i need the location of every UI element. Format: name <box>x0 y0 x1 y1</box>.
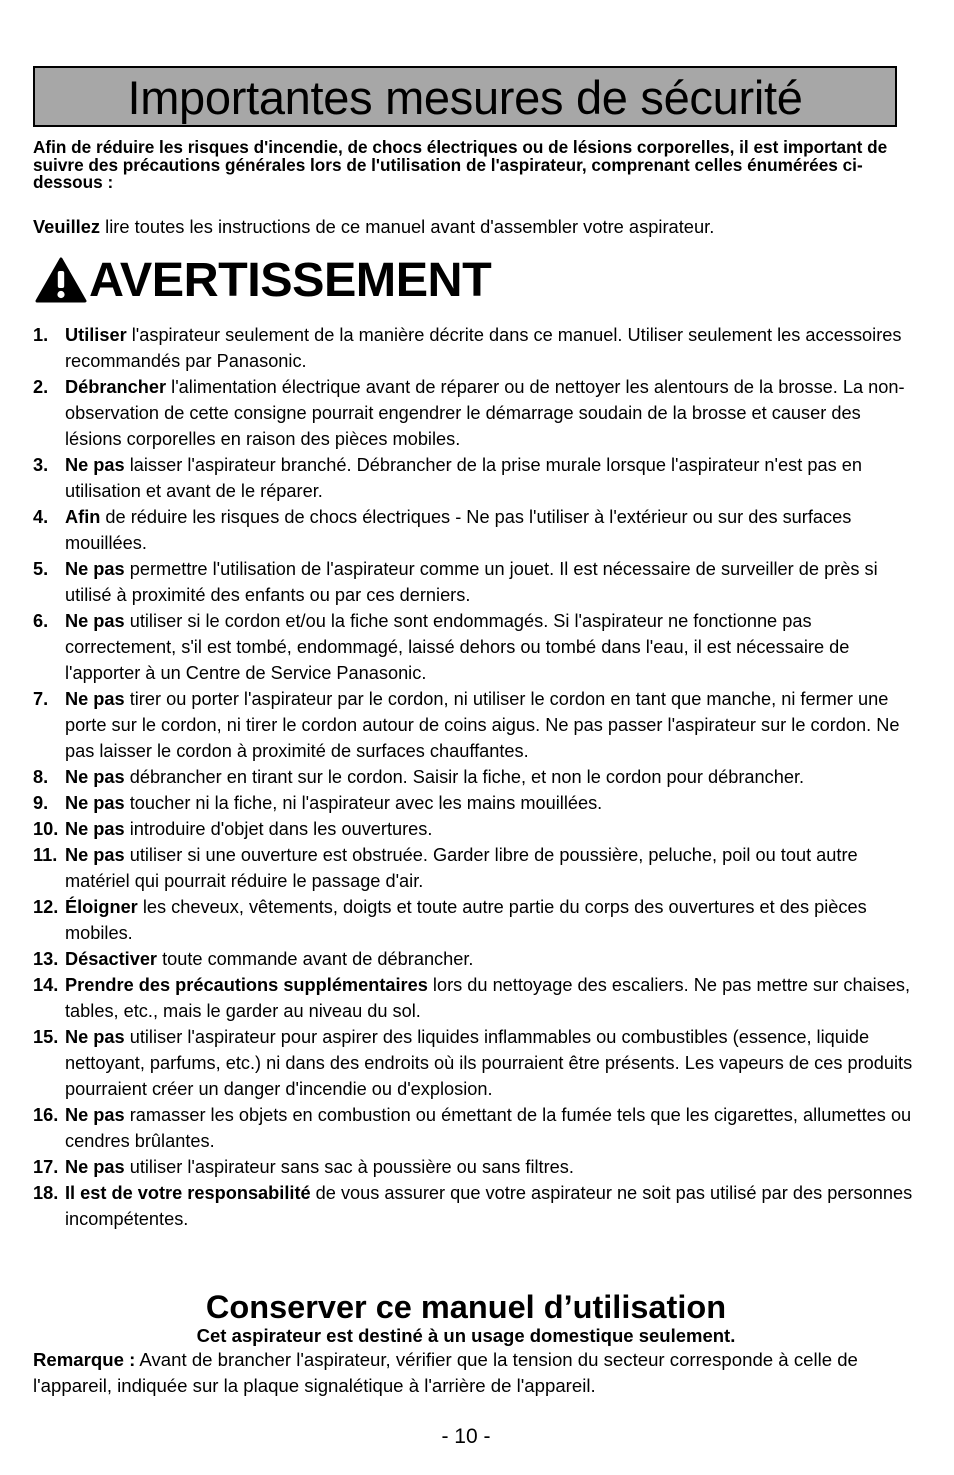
item-body: ramasser les objets en combustion ou émettant de la fumée tels que les cigarettes, allumettes ou cendres brûlantes. <box>65 1105 912 1151</box>
item-body: lors du nettoyage des escaliers. Ne pas mettre sur chaises, tables, etc., mais le garder au niveau du sol. <box>65 975 911 1021</box>
item-lead: Ne pas <box>65 767 125 787</box>
item-body: utiliser si une ouverture est obstruée. Garder libre de poussière, peluche, poil ou tout autre matériel qui pourrait réduire le passage d'air. <box>65 845 858 891</box>
page-number: - 10 - <box>441 1425 491 1448</box>
item-lead: Afin <box>65 507 101 527</box>
item-text <box>65 556 913 608</box>
intro-paragraph: Afin de réduire les risques d'incendie, de chocs électriques ou de lésions corporelles, il est important de suivre des précautions générales lors de l'utilisation de l'aspirateur, comprenant celles énumérées ci-dessous : <box>33 137 888 192</box>
item-lead: Ne pas <box>65 559 125 579</box>
safety-item <box>33 686 913 764</box>
item-lead: Ne pas <box>65 1105 125 1125</box>
item-text <box>65 452 913 504</box>
item-lead: Ne pas <box>65 819 125 839</box>
item-lead: Ne pas <box>65 1027 125 1047</box>
item-text <box>65 972 913 1024</box>
item-text <box>65 816 913 842</box>
read-notice-text: lire toutes les instructions de ce manuel avant d'assembler votre aspirateur. <box>100 216 715 237</box>
safety-item <box>33 790 913 816</box>
item-body: l'aspirateur seulement de la manière décrite dans ce manuel. Utiliser seulement les accessoires recommandés par Panasonic. <box>65 325 902 371</box>
safety-item <box>33 1102 913 1154</box>
item-body: introduire d'objet dans les ouvertures. <box>124 819 433 839</box>
safety-item <box>33 842 913 894</box>
warning-heading <box>35 251 491 309</box>
item-number: 1. <box>33 325 49 345</box>
remarque-bold: Remarque : <box>33 1349 136 1370</box>
item-number: 17. <box>33 1157 59 1177</box>
item-lead: Désactiver <box>65 949 158 969</box>
item-number: 2. <box>33 377 49 397</box>
item-number: 5. <box>33 559 49 579</box>
item-text <box>65 946 913 972</box>
item-body: de vous assurer que votre aspirateur ne soit pas utilisé par des personnes incompétentes. <box>65 1183 913 1229</box>
keep-manual-heading: Conserver ce manuel d’utilisation <box>205 1289 727 1325</box>
item-text <box>65 842 913 894</box>
item-number: 12. <box>33 897 59 917</box>
safety-item <box>33 1180 913 1232</box>
item-body: débrancher en tirant sur le cordon. Saisir la fiche, et non le cordon pour débrancher. <box>124 767 805 787</box>
item-lead: Prendre des précautions supplémentaires <box>65 975 428 995</box>
item-lead: Ne pas <box>65 689 125 709</box>
item-lead: Ne pas <box>65 611 125 631</box>
safety-item <box>33 972 913 1024</box>
item-body: de réduire les risques de chocs électriques - Ne pas l'utiliser à l'extérieur ou sur des surfaces mouillées. <box>65 507 852 553</box>
item-number: 3. <box>33 455 49 475</box>
item-number: 18. <box>33 1183 59 1203</box>
item-lead: Ne pas <box>65 455 125 475</box>
item-number: 14. <box>33 975 59 995</box>
item-number: 11. <box>33 845 58 865</box>
item-lead: Débrancher <box>65 377 167 397</box>
item-number: 10. <box>33 819 59 839</box>
read-instructions-notice <box>33 216 913 238</box>
item-lead: Ne pas <box>65 845 125 865</box>
item-body: laisser l'aspirateur branché. Débrancher de la prise murale lorsque l'aspirateur n'est pas en utilisation et avant de le réparer. <box>65 455 862 501</box>
item-text <box>65 894 913 946</box>
item-text <box>65 1154 913 1180</box>
item-body: toucher ni la fiche, ni l'aspirateur avec les mains mouillées. <box>124 793 603 813</box>
item-text <box>65 608 913 686</box>
item-body: tirer ou porter l'aspirateur par le cordon, ni utiliser le cordon en tant que manche, ni fermer une porte sur le cordon, ni tirer le cordon autour de coins aigus. Ne pas passer l'aspirateur sur le cordon. Ne pas laisser le cordon à proximité de surfaces chauffantes. <box>65 689 900 761</box>
safety-list <box>33 322 913 1232</box>
page-title: Importantes mesures de sécurité <box>127 71 803 124</box>
safety-item <box>33 816 913 842</box>
safety-item <box>33 608 913 686</box>
safety-item <box>33 556 913 608</box>
item-text <box>65 1024 913 1102</box>
safety-item <box>33 946 913 972</box>
item-text <box>65 1102 913 1154</box>
item-text <box>65 322 913 374</box>
safety-item <box>33 1154 913 1180</box>
item-body: utiliser si le cordon et/ou la fiche sont endommagés. Si l'aspirateur ne fonctionne pas correctement, s'il est tombé, endommagé, laissé dehors ou tombé dans l'eau, il est nécessaire de l'apporter à un Centre de Service Panasonic. <box>65 611 850 683</box>
item-body: utiliser l'aspirateur sans sac à poussière ou sans filtres. <box>124 1157 574 1177</box>
item-number: 16. <box>33 1105 59 1125</box>
item-lead: Ne pas <box>65 793 125 813</box>
safety-item <box>33 374 913 452</box>
item-number: 9. <box>33 793 49 813</box>
item-number: 13. <box>33 949 59 969</box>
remarque-text: Avant de brancher l'aspirateur, vérifier que la tension du secteur corresponde à celle de l'appareil, indiquée sur la plaque signalétique à l'arrière de l'appareil. <box>33 1349 858 1396</box>
item-body: permettre l'utilisation de l'aspirateur comme un jouet. Il est nécessaire de surveiller de près si utilisé à proximité des enfants ou par ces derniers. <box>65 559 878 605</box>
item-body: les cheveux, vêtements, doigts et toute autre partie du corps des ouvertures et des pièces mobiles. <box>65 897 867 943</box>
remarque-paragraph <box>33 1347 913 1399</box>
title-banner <box>33 66 897 127</box>
item-number: 4. <box>33 507 49 527</box>
warning-label: AVERTISSEMENT <box>89 253 492 307</box>
safety-item <box>33 764 913 790</box>
item-lead: Il est de votre responsabilité <box>65 1183 311 1203</box>
item-lead: Ne pas <box>65 1157 125 1177</box>
item-body: toute commande avant de débrancher. <box>157 949 474 969</box>
safety-item <box>33 322 913 374</box>
safety-item <box>33 894 913 946</box>
item-text <box>65 374 913 452</box>
item-lead: Éloigner <box>65 897 138 917</box>
item-text <box>65 686 913 764</box>
item-number: 7. <box>33 689 49 709</box>
safety-item <box>33 504 913 556</box>
safety-item <box>33 452 913 504</box>
item-lead: Utiliser <box>65 325 127 345</box>
item-text <box>65 764 913 790</box>
warning-triangle-icon <box>35 256 87 304</box>
item-number: 6. <box>33 611 49 631</box>
item-body: l'alimentation électrique avant de réparer ou de nettoyer les alentours de la brosse. La non-observation de cette consigne pourrait engendrer le démarrage soudain de la brosse et causer des lésions corporelles en raison des pièces mobiles. <box>65 377 905 449</box>
item-text <box>65 790 913 816</box>
read-notice-bold: Veuillez <box>33 216 101 237</box>
item-text <box>65 1180 913 1232</box>
domestic-use-notice: Cet aspirateur est destiné à un usage domestique seulement. <box>196 1325 736 1346</box>
item-number: 8. <box>33 767 49 787</box>
item-body: utiliser l'aspirateur pour aspirer des liquides inflammables ou combustibles (essence, liquide nettoyant, parfums, etc.) ni dans des endroits où ils pourraient être présents. Les vapeurs de ces produits pourraient créer un danger d'incendie ou d'explosion. <box>65 1027 913 1099</box>
item-number: 15. <box>33 1027 59 1047</box>
safety-item <box>33 1024 913 1102</box>
item-text <box>65 504 913 556</box>
